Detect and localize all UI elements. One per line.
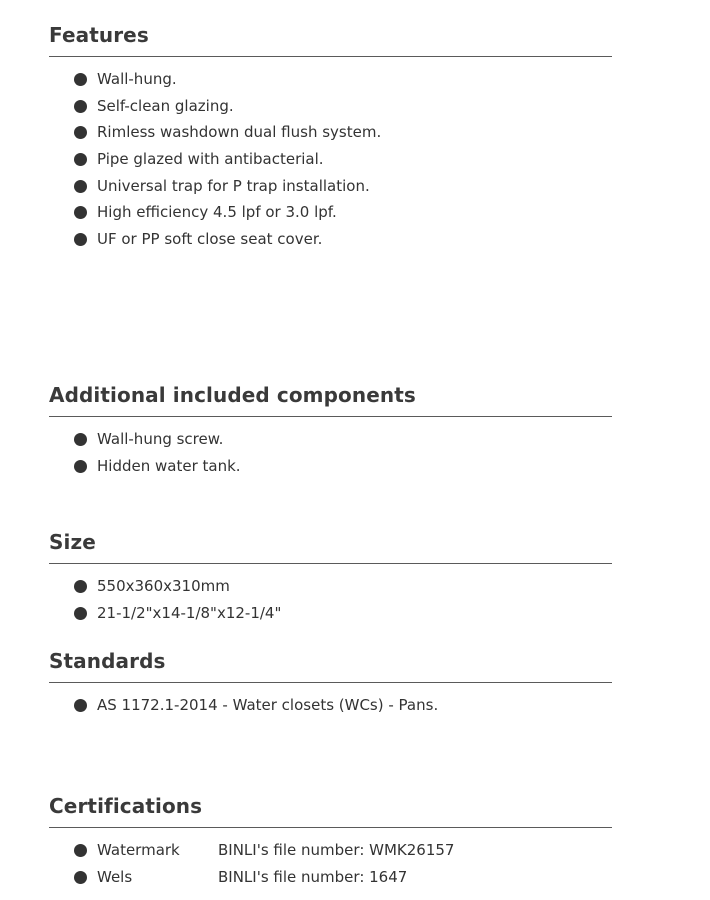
list-item: High efficiency 4.5 lpf or 3.0 lpf. <box>74 199 612 226</box>
components-list <box>49 417 612 479</box>
certifications-list <box>49 828 612 890</box>
features-heading: Features <box>49 23 149 47</box>
bullet-icon <box>74 206 87 219</box>
list-item: Self-clean glazing. <box>74 93 612 120</box>
list-item <box>74 864 612 891</box>
standards-list <box>49 683 612 719</box>
size-heading: Size <box>49 530 96 554</box>
components-section <box>49 382 612 479</box>
bullet-icon <box>74 233 87 246</box>
list-item: 21-1/2"x14-1/8"x12-1/4" <box>74 600 612 627</box>
bullet-icon <box>74 871 87 884</box>
certifications-heading: Certifications <box>49 794 203 818</box>
bullet-icon <box>74 153 87 166</box>
list-item: 550x360x310mm <box>74 573 612 600</box>
list-item <box>74 837 612 864</box>
bullet-icon <box>74 433 87 446</box>
list-item: Wall-hung. <box>74 66 612 93</box>
list-item: Wall-hung screw. <box>74 426 612 453</box>
list-item: Pipe glazed with antibacterial. <box>74 146 612 173</box>
bullet-icon <box>74 607 87 620</box>
standards-section <box>49 648 612 719</box>
bullet-icon <box>74 460 87 473</box>
bullet-icon <box>74 100 87 113</box>
certification-name: Watermark <box>97 841 180 859</box>
bullet-icon <box>74 844 87 857</box>
features-list <box>49 57 612 253</box>
features-section <box>49 22 612 253</box>
bullet-icon <box>74 126 87 139</box>
list-item: AS 1172.1-2014 - Water closets (WCs) - Pans. <box>74 692 612 719</box>
certifications-section <box>49 793 612 890</box>
bullet-icon <box>74 699 87 712</box>
bullet-icon <box>74 73 87 86</box>
components-heading: Additional included components <box>49 383 416 407</box>
standards-heading: Standards <box>49 649 166 673</box>
list-item: Universal trap for P trap installation. <box>74 173 612 200</box>
bullet-icon <box>74 180 87 193</box>
size-section <box>49 529 612 626</box>
size-list <box>49 564 612 626</box>
certification-value: BINLI's file number: WMK26157 <box>218 841 455 859</box>
list-item: UF or PP soft close seat cover. <box>74 226 612 253</box>
bullet-icon <box>74 580 87 593</box>
list-item: Rimless washdown dual flush system. <box>74 119 612 146</box>
certification-value: BINLI's file number: 1647 <box>218 867 408 886</box>
certification-name: Wels <box>97 867 133 886</box>
list-item: Hidden water tank. <box>74 453 612 480</box>
